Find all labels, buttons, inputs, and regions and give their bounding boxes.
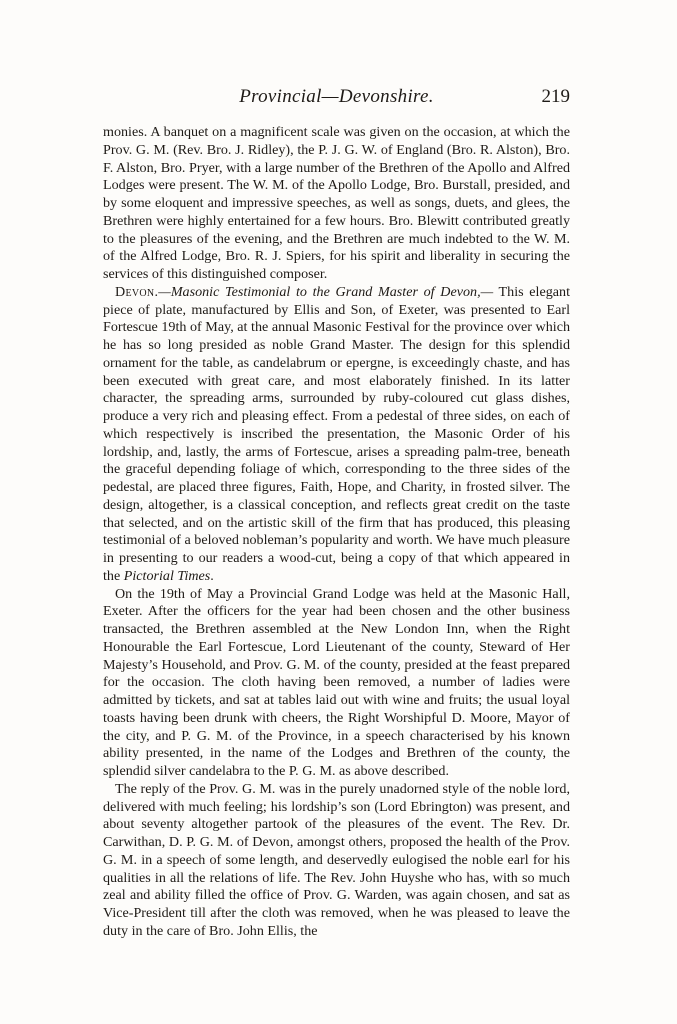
publication-title: Pictorial Times: [123, 567, 211, 584]
page-header: [103, 86, 570, 110]
running-title: Provincial—Devonshire.: [239, 86, 434, 107]
paragraph-devon-text: This elegant piece of plate, manufactured by Ellis and Son, of Exeter, was presented to Earl Fortescue 19th of May, at the annual Masonic Festival for the province over which he has so long presided as noble Grand Master. The design for this splendid ornament for the table, as candelabrum or epergne, is exceedingly chaste, and has been executed with great care, and most elaborately finished. In its latter character, the spreading arms, surrounded by ruby-coloured cut glass dishes, produce a very rich and pleasing effect. From a pedestal of three sides, on each of which respectively is inscribed the presentation, the Masonic Order of his lordship, and, lastly, the arms of Fortescue, arises a spreading palm-tree, beneath the graceful depending foliage of which, corresponding to the three sides of the pedestal, are placed three figures, Faith, Hope, and Charity, in frosted silver. The design, altogether, is a classical conception, and reflects great credit on the taste that selected, and on the artistic skill of the firm that has produced, this pleasing testimonial of a beloved nobleman’s popularity and worth. We have much pleasure in presenting to our readers a wood-cut, being a copy of that which appeared in the: [103, 283, 570, 584]
paragraph-grand-lodge-text: On the 19th of May a Provincial Grand Lodge was held at the Masonic Hall, Exeter. After the officers for the year had been chosen and the other business transacted, the Brethren assembled at the New London Inn, when the Right Honourable the Earl Fortescue, Lord Lieutenant of the county, Steward of Her Majesty’s Household, and Prov. G. M. of the county, presided at the feast prepared for the occasion. The cloth having been removed, a number of ladies were admitted by tickets, and sat at tables laid out with wine and fruits; the usual loyal toasts having been drunk with cheers, the Right Worshipful D. Moore, Mayor of the city, and P. G. M. of the Province, in a speech characterised by his known ability presented, in the name of the Lodges and Brethren of the county, the splendid silver candelabra to the P. G. M. as above described.: [103, 585, 570, 779]
section-subject: —Masonic Testimonial to the Grand Master of Devon,—: [158, 283, 494, 300]
paragraph-devon-testimonial: [103, 284, 570, 586]
paragraph-reply-text: The reply of the Prov. G. M. was in the purely unadorned style of the noble lord, delivered with much feeling; his lordship’s son (Lord Ebrington) was present, and about seventy altogether partook of the pleasures of the event. The Rev. Dr. Carwithan, D. P. G. M. of Devon, amongst others, proposed the health of the Prov. G. M. in a speech of some length, and deservedly eulogised the noble earl for his qualities in all the relations of life. The Rev. John Huyshe who has, with so much zeal and ability filled the office of Prov. G. Warden, was again chosen, and sat as Vice-President till after the cloth was removed, when he was pleased to leave the duty in the care of Bro. John Ellis, the: [103, 780, 570, 939]
paragraph-devon-end: .: [210, 567, 214, 584]
paragraph-grand-lodge: [103, 586, 570, 781]
paragraph-banquet: [103, 124, 570, 284]
paragraph-banquet-text: monies. A banquet on a magnificent scale was given on the occasion, at which the Prov. G. M. (Rev. Bro. J. Ridley), the P. J. G. W. of England (Bro. R. Alston), Bro. F. Alston, Bro. Pryer, with a large number of the Brethren of the Apollo and Alfred Lodges were present. The W. M. of the Apollo Lodge, Bro. Burstall, presided, and by some eloquent and impressive speeches, as well as songs, duets, and glees, the Brethren were highly entertained for a few hours. Bro. Blewitt contributed greatly to the pleasures of the evening, and the Brethren are much indebted to the W. M. of the Alfred Lodge, Bro. R. J. Spiers, for his spirit and liberality in securing the services of this distinguished composer.: [103, 124, 570, 282]
section-lead-devon: Devon.: [115, 283, 159, 300]
page-number: 219: [541, 86, 570, 107]
paragraph-reply: [103, 781, 570, 941]
body-text: [103, 124, 570, 941]
